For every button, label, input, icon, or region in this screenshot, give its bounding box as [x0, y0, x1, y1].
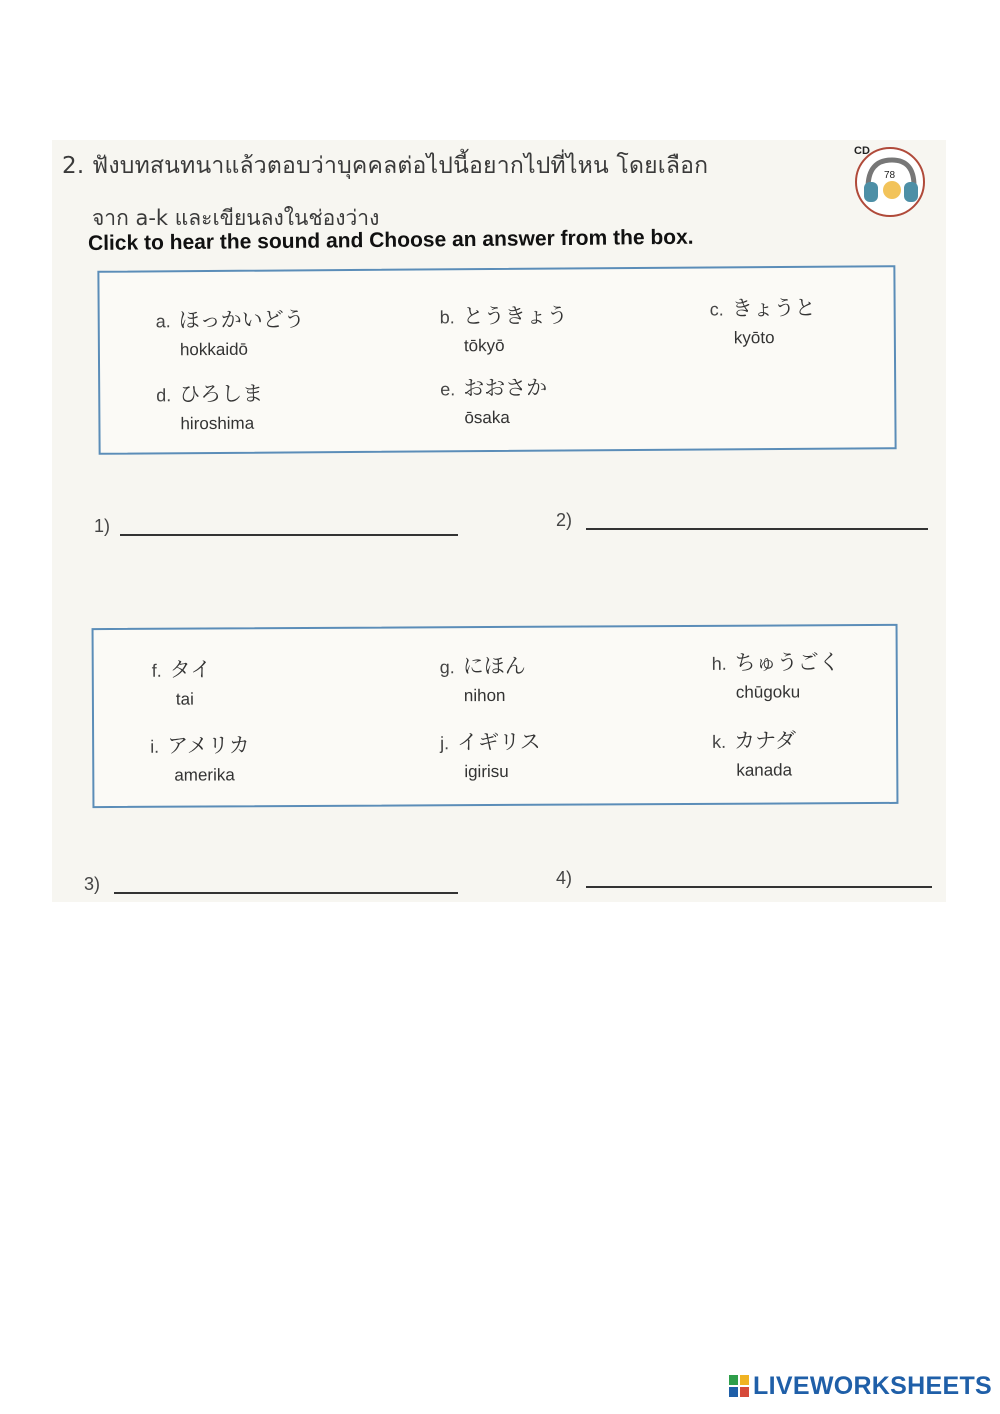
logo-grid-icon: [729, 1375, 749, 1397]
option-g: [440, 650, 526, 706]
answer-box-1: [97, 265, 896, 455]
option-kana: おおさか: [463, 375, 548, 401]
option-letter: e.: [440, 379, 456, 400]
option-romaji: hiroshima: [180, 413, 255, 434]
option-romaji: ōsaka: [464, 407, 510, 428]
option-romaji: kanada: [736, 760, 793, 780]
option-letter: j.: [440, 733, 450, 754]
option-romaji: tai: [175, 689, 194, 709]
option-romaji: nihon: [463, 685, 506, 706]
option-romaji: chūgoku: [735, 682, 801, 702]
option-romaji: hokkaidō: [179, 339, 249, 360]
option-romaji: amerika: [174, 765, 235, 785]
option-letter: f.: [151, 660, 162, 681]
answer-number: 2): [556, 510, 573, 530]
option-kana: ひろしま: [179, 381, 264, 407]
liveworksheets-logo[interactable]: [729, 1372, 992, 1400]
option-e: [440, 372, 547, 429]
option-f: [152, 653, 212, 709]
option-a: [156, 303, 305, 360]
question-title: 2. ฟังบทสนทนาแล้วตอบว่าบุคคลต่อไปนี้อยากไปที่ไหน โดยเลือก: [62, 153, 709, 179]
option-letter: d.: [156, 385, 172, 406]
answer-3-input[interactable]: [114, 892, 458, 894]
answer-number: 3): [84, 874, 101, 894]
cd-track: 78: [884, 170, 896, 181]
option-romaji: kyōto: [733, 328, 775, 348]
option-letter: k.: [712, 731, 727, 752]
option-kana: イギリス: [457, 729, 541, 755]
option-letter: i.: [150, 736, 160, 757]
logo-text: LIVEWORKSHEETS: [753, 1371, 992, 1400]
option-j: [440, 726, 541, 783]
answer-number: 4): [556, 868, 573, 888]
option-h: [712, 646, 840, 703]
cd-headphones-icon[interactable]: [848, 140, 926, 218]
option-kana: アメリカ: [167, 733, 250, 758]
option-kana: にほん: [462, 653, 526, 679]
option-c: [710, 292, 816, 349]
answer-4-input[interactable]: [586, 886, 932, 888]
instruction-text: Click to hear the sound and Choose an answer from the box.: [87, 225, 694, 255]
option-kana: タイ: [169, 657, 212, 682]
option-kana: きょうと: [731, 295, 816, 321]
option-i: [150, 729, 250, 786]
option-letter: b.: [439, 307, 455, 328]
answer-number: 1): [94, 516, 111, 536]
option-kana: ちゅうごく: [734, 650, 840, 675]
cd-label: CD: [854, 145, 870, 157]
question-subtitle: จาก a-k และเขียนลงในช่องว่าง: [92, 206, 380, 230]
option-romaji: igirisu: [464, 761, 509, 782]
option-romaji: tōkyō: [463, 335, 505, 356]
option-letter: g.: [439, 657, 455, 678]
answer-1-input[interactable]: [120, 534, 458, 536]
option-letter: c.: [709, 299, 724, 320]
option-d: [156, 378, 263, 435]
option-kana: ほっかいどう: [178, 307, 305, 333]
option-kana: カナダ: [734, 728, 797, 753]
option-letter: a.: [155, 311, 171, 332]
option-letter: h.: [711, 653, 727, 674]
option-b: [440, 300, 568, 357]
option-kana: とうきょう: [462, 303, 568, 329]
answer-2-input[interactable]: [586, 528, 928, 530]
option-k: [712, 724, 796, 780]
answer-box-2: [92, 624, 899, 808]
